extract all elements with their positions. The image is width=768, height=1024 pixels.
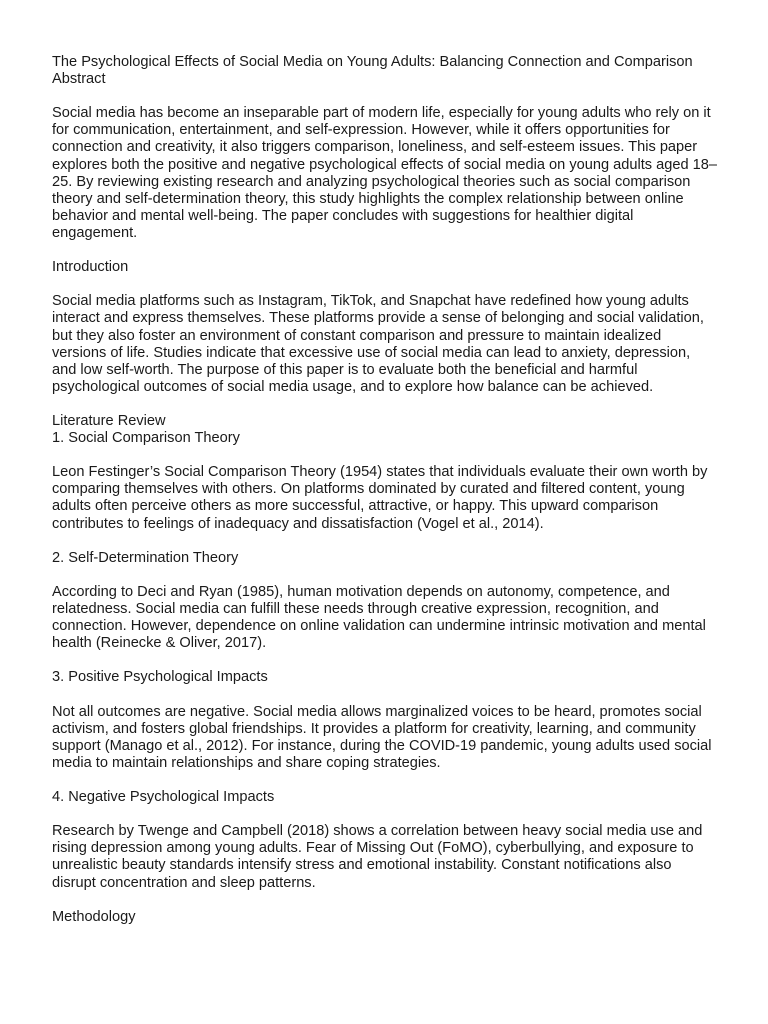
spacer [52,242,718,259]
section-text-negative-impacts: Research by Twenge and Campbell (2018) shows a correlation between heavy social media use and rising depression among young adults. Fear of Missing Out (FoMO), cyberbullying, and exposure to unrealistic beauty standards intensify stress and emotional instability. Constant notifications also disrupt concentration and sleep patterns. [52,823,703,891]
section-heading-self-determination: 2. Self-Determination Theory [52,549,239,566]
spacer [52,892,718,909]
document-title: The Psychological Effects of Social Media on Young Adults: Balancing Connection and Comparison [52,54,693,70]
section-heading-social-comparison: 1. Social Comparison Theory [52,430,240,447]
introduction-heading: Introduction [52,259,129,276]
spacer [52,88,718,105]
spacer [52,652,718,669]
section-text-positive-impacts: Not all outcomes are negative. Social media allows marginalized voices to be heard, promotes social activism, and fosters global friendships. It provides a platform for creativity, learning, and community support (Manago et al., 2012). For instance, during the COVID-19 pandemic, young adults used social media to maintain relationships and share coping strategies. [52,703,712,771]
section-heading-negative-impacts: 4. Negative Psychological Impacts [52,789,275,806]
spacer [52,276,718,293]
abstract-heading: Abstract [52,71,106,88]
spacer [52,772,718,789]
section-text-social-comparison: Leon Festinger’s Social Comparison Theory (1954) states that individuals evaluate their own worth by comparing themselves with others. On platforms dominated by curated and filtered content, young adults often perceive others as more successful, attractive, or happy. This upward comparison contributes to feelings of inadequacy and dissatisfaction (Vogel et al., 2014). [52,464,708,532]
introduction-text: Social media platforms such as Instagram, TikTok, and Snapchat have redefined how young adults interact and express themselves. These platforms provide a sense of belonging and social validation, but they also foster an environment of constant comparison and pressure to maintain idealized versions of life. Studies indicate that excessive use of social media can lead to anxiety, depression, and low self-worth. The purpose of this paper is to evaluate both the beneficial and harmful psychological outcomes of social media usage, and to explore how balance can be achieved. [52,293,704,395]
spacer [52,396,718,413]
literature-review-heading: Literature Review [52,412,166,429]
spacer [52,533,718,550]
methodology-heading: Methodology [52,908,136,925]
spacer [52,686,718,703]
section-heading-positive-impacts: 3. Positive Psychological Impacts [52,669,268,686]
spacer [52,806,718,823]
spacer [52,567,718,584]
abstract-text: Social media has become an inseparable part of modern life, especially for young adults who rely on it for communication, entertainment, and self-expression. However, while it offers opportunities for connection and creativity, it also triggers comparison, loneliness, and self-esteem issues. This paper explores both the positive and negative psychological effects of social media on young adults aged 18–25. By reviewing existing research and analyzing psychological theories such as social comparison theory and self-determination theory, this study highlights the complex relationship between online behavior and mental well-being. The paper concludes with suggestions for healthier digital engagement. [52,105,717,241]
section-text-self-determination: According to Deci and Ryan (1985), human motivation depends on autonomy, competence, and relatedness. Social media can fulfill these needs through creative expression, recognition, and connection. However, dependence on online validation can undermine intrinsic motivation and mental health (Reinecke & Oliver, 2017). [52,583,706,652]
spacer [52,447,718,464]
